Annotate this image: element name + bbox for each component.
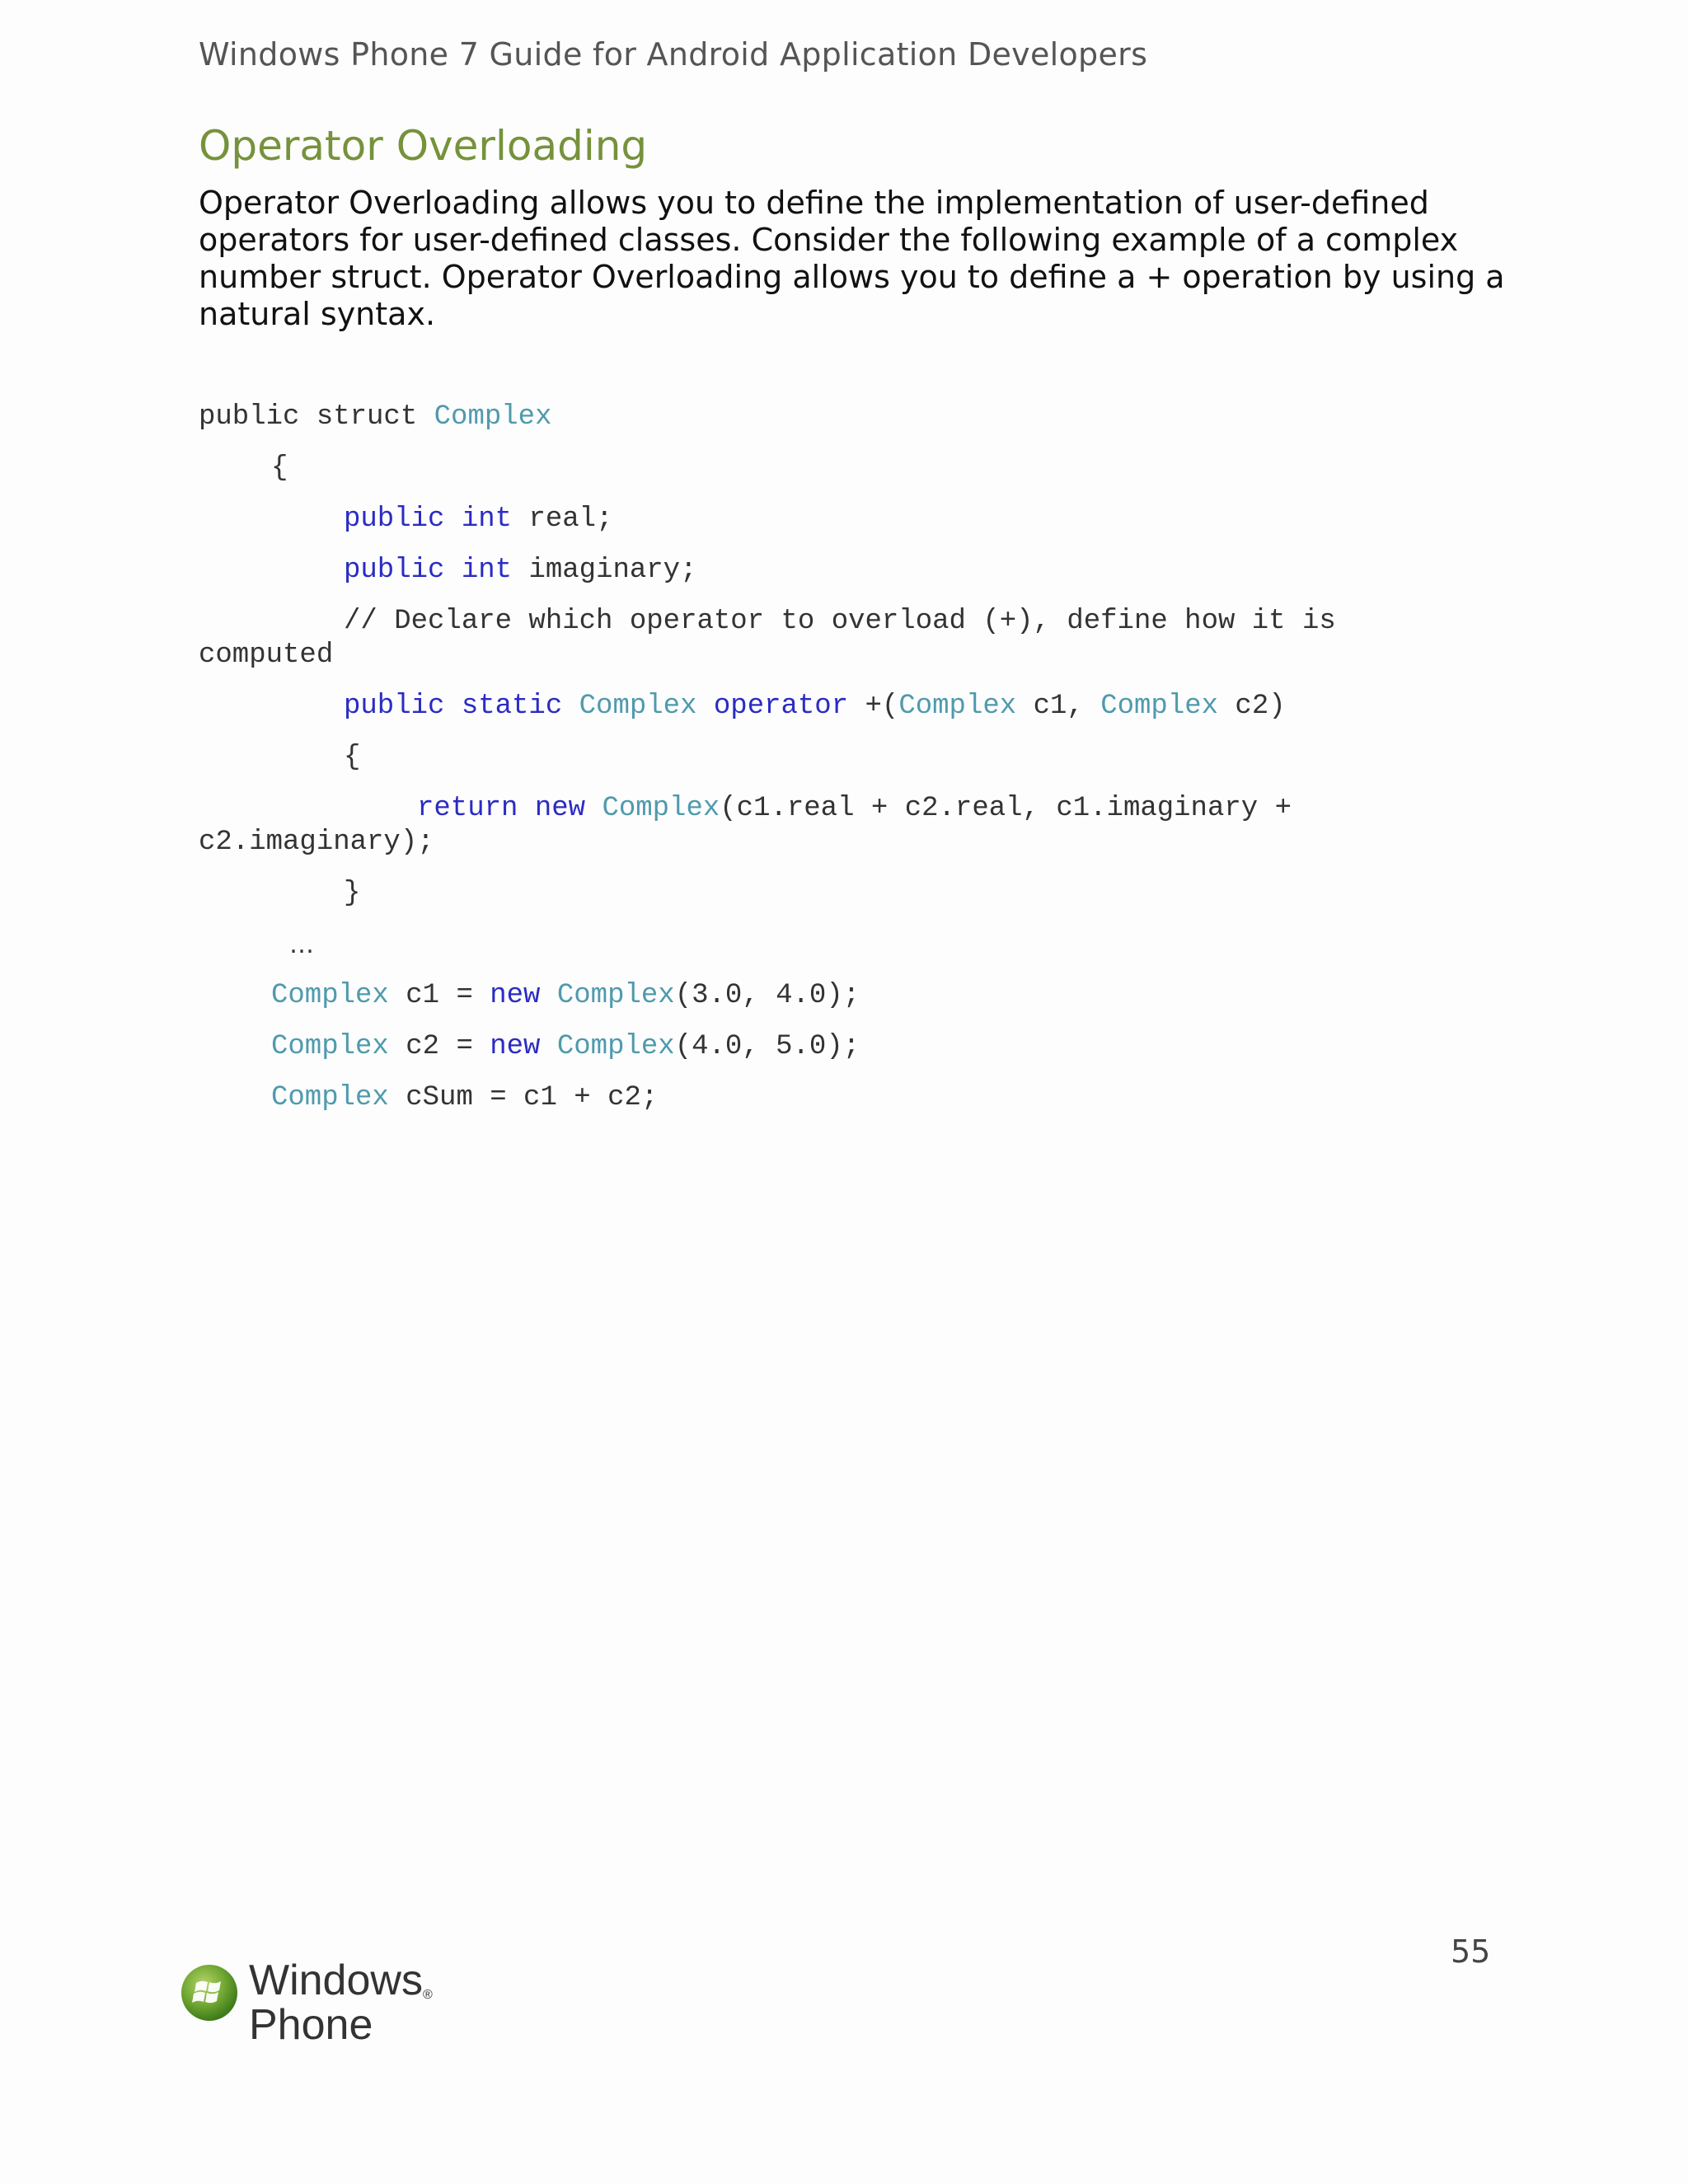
code-text: public struct — [199, 401, 434, 433]
code-comment-wrap: computed — [199, 640, 334, 671]
code-type: Complex — [898, 691, 1017, 722]
section-title: Operator Overloading — [199, 122, 648, 170]
code-text: c2) — [1218, 691, 1286, 722]
code-type: Complex — [1100, 691, 1219, 722]
logo-word-windows: Windows — [249, 1957, 423, 2004]
code-text: c1, — [1016, 691, 1101, 722]
code-text: } — [344, 878, 361, 909]
code-keyword: public static — [344, 691, 579, 722]
code-line-5 — [199, 605, 1484, 673]
code-block — [199, 401, 1484, 1132]
code-type: Complex — [602, 793, 720, 824]
code-type: Complex — [579, 691, 697, 722]
code-text: c1 = — [388, 980, 490, 1011]
code-line-9 — [199, 877, 1484, 911]
code-line-13 — [199, 1081, 1484, 1115]
code-type: Complex — [556, 1031, 675, 1062]
page-number: 55 — [1451, 1933, 1491, 1970]
code-line-4 — [199, 554, 1484, 588]
code-text: (4.0, 5.0); — [674, 1031, 860, 1062]
intro-paragraph: Operator Overloading allows you to define the implementation of user-defined operators for user-defined classes. Consider the following example of a complex number struct. Operator Overloading allows you to define a + operation by using a natural syntax. — [199, 185, 1505, 332]
code-text: cSum = c1 + c2; — [388, 1082, 659, 1113]
code-text-wrap: c2.imaginary); — [199, 827, 434, 858]
code-text: (3.0, 4.0); — [674, 980, 860, 1011]
code-type: Complex — [271, 1031, 389, 1062]
code-keyword: return new — [417, 793, 603, 824]
code-line-11 — [199, 979, 1484, 1013]
code-keyword: operator — [696, 691, 849, 722]
code-type: Complex — [271, 1082, 389, 1113]
code-keyword: new — [490, 1031, 557, 1062]
page-header: Windows Phone 7 Guide for Android Application Developers — [199, 36, 1148, 73]
code-keyword: public int — [344, 504, 513, 535]
code-line-6 — [199, 690, 1484, 724]
trademark-symbol: ® — [422, 1988, 433, 2002]
windows-phone-logo — [180, 1957, 443, 2054]
code-type: Complex — [271, 980, 389, 1011]
code-text: real; — [512, 504, 613, 535]
code-type: Complex — [556, 980, 675, 1011]
code-line-7 — [199, 741, 1484, 775]
code-line-2 — [199, 452, 1484, 485]
logo-word-phone: Phone — [249, 2001, 373, 2049]
code-line-12 — [199, 1030, 1484, 1064]
code-text: (c1.real + c2.real, c1.imaginary + — [720, 793, 1292, 824]
code-text: { — [271, 452, 288, 484]
code-text: c2 = — [388, 1031, 490, 1062]
code-line-8 — [199, 792, 1484, 860]
windows-flag-icon — [180, 1963, 239, 2022]
code-text: imaginary; — [512, 555, 697, 586]
code-line-3 — [199, 503, 1484, 537]
code-text: +( — [848, 691, 899, 722]
code-line-1 — [199, 401, 1484, 434]
code-comment: // Declare which operator to overload (+), define how it is — [344, 606, 1336, 637]
logo-wordmark — [249, 1958, 433, 2047]
code-ellipsis: … — [289, 930, 314, 959]
code-type: Complex — [434, 401, 552, 433]
code-keyword: public int — [344, 555, 513, 586]
code-keyword: new — [490, 980, 557, 1011]
code-text: { — [344, 742, 361, 773]
code-line-10 — [199, 928, 1484, 962]
